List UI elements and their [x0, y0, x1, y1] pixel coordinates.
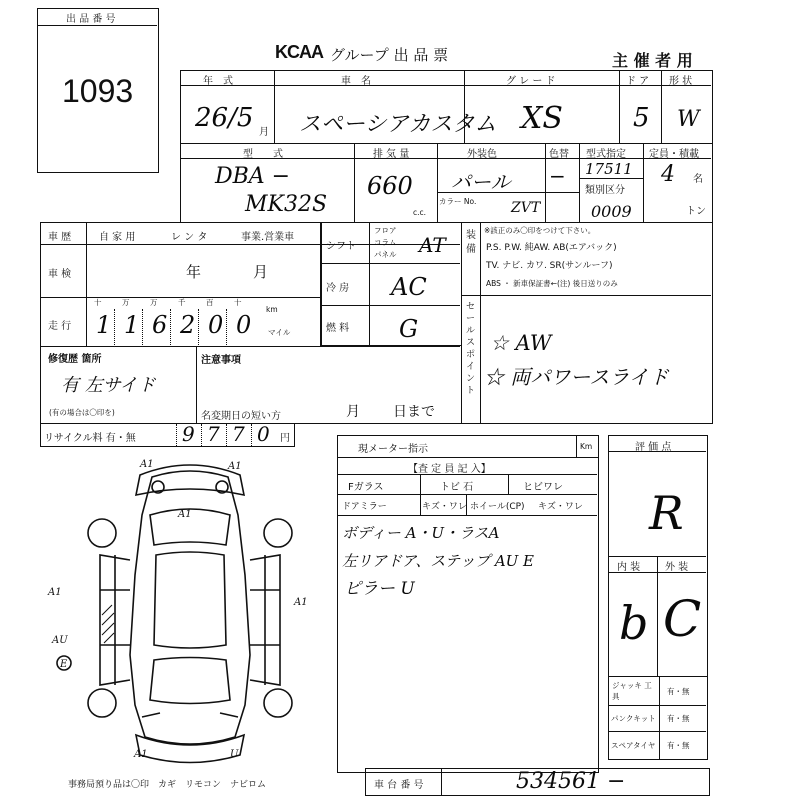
form-title: グループ 出 品 票: [330, 46, 449, 64]
inspector-title: 【査 定 員 記 入】: [408, 464, 491, 475]
diagram-mark: E: [60, 659, 68, 670]
recycle-label: リサイクル料 有・無: [44, 433, 136, 444]
expiry-label: 名変期日の短い方: [201, 411, 281, 422]
evaluation-label: 評 価 点: [635, 442, 672, 453]
expiry-day: 日まで: [393, 404, 435, 420]
inspector-wheel-damage: キズ・ワレ: [538, 502, 583, 512]
shift-floor: フロア: [374, 226, 397, 235]
mileage-label: 走 行: [48, 321, 72, 332]
mileage-unit: 十: [234, 298, 242, 307]
inspector-note-3: ピラー U: [344, 579, 415, 599]
mileage-unit: 千: [178, 298, 186, 307]
color-number-label: カラー No.: [439, 197, 477, 206]
month-suffix: 月: [259, 127, 269, 138]
grade-label: グ レ ー ド: [506, 76, 556, 87]
car-name-value: スペーシアカスタム: [299, 112, 497, 137]
inspector-crack: ヒビワレ: [523, 482, 563, 493]
cc-label: c.c.: [413, 208, 427, 217]
shape-label: 形 状: [669, 76, 693, 87]
aircon-label: 冷 房: [326, 283, 350, 294]
diagram-mark: AU: [52, 635, 68, 646]
meter-label: 現メーター指示: [358, 444, 428, 455]
jack-label: ジャッキ 工 具: [612, 681, 652, 701]
puncture-kit-label: パンクキット: [611, 714, 656, 723]
mileage-digit: 0: [208, 311, 224, 339]
evaluation-score: R: [649, 486, 684, 540]
sales-point-1: ☆ AW: [490, 331, 552, 355]
doors-value: 5: [633, 103, 650, 133]
grade-value: XS: [521, 101, 563, 136]
vehicle-spec-table: [180, 143, 713, 223]
mileage-digit: 1: [124, 311, 140, 339]
ext-color-value: パール: [451, 170, 511, 194]
diagram-mark: A1: [48, 587, 62, 598]
history-private: 自 家 用: [99, 232, 136, 243]
office-note: 事務局預り品は〇印 カギ リモコン ナビロム: [68, 780, 267, 790]
history-rental: レ ン タ: [171, 232, 208, 243]
mileage-digit: 2: [180, 311, 196, 339]
exterior-score: C: [663, 590, 702, 648]
repair-label: 修復歴 箇所: [48, 354, 102, 365]
displacement-label: 排 気 量: [373, 149, 410, 160]
mileage-km-label: km: [266, 305, 278, 314]
mileage-unit: 百: [206, 298, 214, 307]
chassis-box: [365, 768, 710, 796]
tons-label: トン: [686, 206, 706, 217]
fuel-value: G: [399, 315, 419, 343]
tools-box: [608, 676, 708, 760]
recycle-box: [40, 423, 295, 447]
equipment-block: [461, 222, 713, 424]
diagram-mark: A1: [178, 509, 192, 520]
doors-label: ド ア: [626, 76, 650, 87]
lot-number-value: 1093: [62, 73, 134, 109]
ext-color-label: 外装色: [467, 149, 497, 160]
inspector-door-mirror: ドアミラー: [342, 502, 387, 512]
equipment-line-2: TV. ナビ. カワ. SR(サンルーフ): [486, 261, 613, 271]
mileage-digit: 1: [96, 311, 112, 339]
repair-note: (有の場合は〇印を): [49, 408, 115, 417]
designation-label: 型式指定: [586, 149, 626, 160]
fuel-label: 燃 料: [326, 323, 350, 334]
vehicle-basic-table: [180, 70, 713, 144]
diagram-mark: A1: [294, 597, 308, 608]
inspector-chip: トビ 石: [440, 482, 474, 493]
mileage-unit: 万: [150, 298, 158, 307]
mileage-mile-label: マイル: [268, 328, 291, 337]
inspector-note-2: 左リアドア、ステップ AU E: [342, 552, 535, 570]
expiry-month: 月: [346, 404, 360, 420]
drive-spec-block: [320, 222, 462, 346]
recycle-digits: [176, 424, 276, 446]
color-change-label: 色替: [549, 149, 569, 160]
equipment-note: ※該正のみ〇印をつけて下さい。: [484, 226, 596, 235]
inspection-label: 車 検: [48, 269, 72, 280]
aircon-value: AC: [391, 273, 427, 301]
shift-panel: パネル: [374, 250, 397, 259]
puncture-kit-yn: 有・無: [667, 714, 690, 723]
mileage-digit: 6: [152, 311, 168, 339]
capacity-label: 定員・積載: [649, 149, 699, 160]
model-value: MK32S: [245, 192, 328, 217]
recycle-digit: 7: [232, 422, 245, 446]
spare-tire-yn: 有・無: [667, 741, 690, 750]
shape-value: W: [677, 107, 700, 132]
class-number-value: 0009: [591, 202, 632, 221]
interior-score: b: [619, 596, 649, 650]
sales-points-label: セールスポイント: [466, 302, 476, 396]
history-label: 車 歴: [48, 232, 72, 243]
equipment-label: 装 備: [466, 230, 476, 255]
inspector-wheel: ホイール(CP): [470, 502, 525, 512]
mileage-grid: [86, 297, 321, 346]
brand-logo: KCAA: [275, 42, 323, 62]
capacity-value: 4: [661, 162, 675, 187]
diagram-mark: A1: [228, 461, 242, 472]
lot-number-label: 出 品 番 号: [66, 14, 116, 25]
meter-box: [337, 435, 599, 458]
equipment-line-3: ABS ・ 新車保証書←(注) 後日送りのみ: [486, 279, 618, 288]
recycle-digit: 9: [182, 422, 195, 446]
mileage-unit: 万: [122, 298, 130, 307]
shift-value: AT: [419, 233, 446, 257]
chassis-value: 534561 −: [516, 769, 626, 794]
history-business: 事業.営業車: [241, 232, 295, 243]
mileage-unit: 十: [94, 298, 102, 307]
displacement-value: 660: [367, 172, 413, 200]
car-damage-diagram: [40, 455, 330, 775]
chassis-label: 車 台 番 号: [374, 780, 424, 791]
organizer-label: 主 催 者 用: [612, 51, 693, 70]
jack-yn: 有・無: [667, 687, 690, 696]
interior-label: 内 装: [617, 562, 641, 573]
persons-label: 名: [693, 174, 703, 185]
diagram-mark: A1: [140, 459, 154, 470]
model-value-prefix: DBA −: [215, 164, 291, 189]
spare-tire-label: スペアタイヤ: [611, 741, 656, 750]
repair-value: 有 左サイド: [61, 375, 156, 396]
recycle-digit: 0: [257, 422, 270, 446]
year-label: 年 式: [203, 76, 233, 87]
evaluation-box: [608, 435, 708, 677]
inspection-month: 月: [253, 263, 269, 281]
inspector-mirror-damage: キズ・ワレ: [422, 502, 467, 512]
meter-unit: Km: [580, 442, 593, 451]
inspector-front-glass: Fガラス: [348, 482, 384, 493]
notes-label: 注意事項: [201, 355, 241, 366]
lot-number-box: [37, 8, 159, 173]
inspector-box: [337, 457, 599, 773]
shift-column: コラム: [374, 238, 397, 247]
recycle-yen: 円: [280, 433, 290, 444]
year-value: 26/5: [195, 103, 254, 133]
car-name-label: 車 名: [341, 76, 371, 87]
inspector-note-1: ボディー A・U・ラスA: [342, 524, 500, 542]
diagram-mark: A1: [134, 749, 148, 760]
diagram-mark: U: [230, 749, 239, 760]
shift-label: シフト: [326, 241, 356, 252]
mileage-digit: 0: [236, 311, 252, 339]
equipment-line-1: P.S. P.W. 純AW. AB(エアバック): [486, 243, 617, 253]
inspection-year: 年: [186, 263, 202, 281]
sales-point-2: ☆ 両パワースライド: [484, 365, 669, 389]
color-change-value: −: [549, 164, 566, 188]
class-number-label: 類別区分: [585, 185, 625, 196]
designation-value: 17511: [585, 160, 633, 178]
color-code-value: ZVT: [511, 200, 541, 216]
exterior-label: 外 装: [665, 562, 689, 573]
recycle-digit: 7: [207, 422, 220, 446]
model-label: 型 式: [243, 149, 283, 160]
